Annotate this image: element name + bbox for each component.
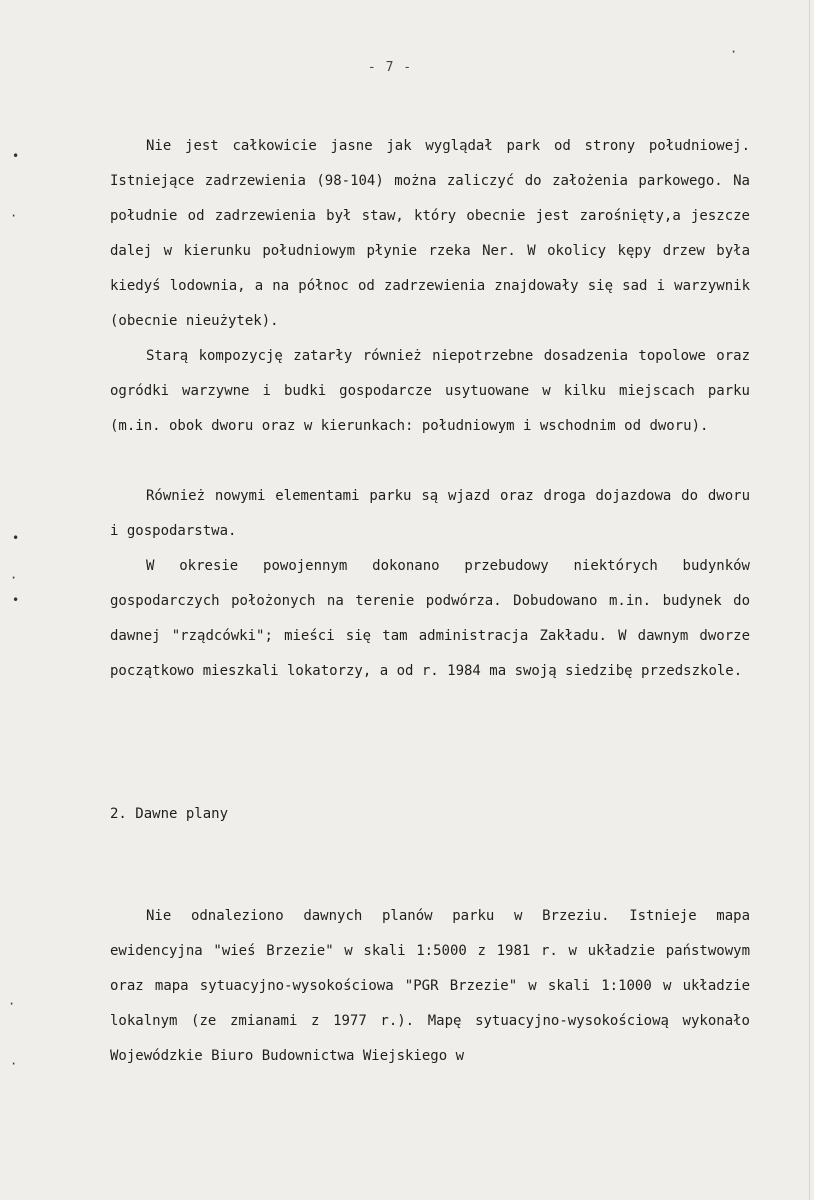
paragraph-park-south: Nie jest całkowicie jasne jak wyglądał park od strony południowej. Istniejące zadrzewienia (98-104) można zaliczyć do założenia parkowego. Na południe od zadrzewienia był staw, który obecnie jest zarośnięty,a jeszcze dalej w kierunku południowym płynie rzeka Ner. W okolicy kępy drzew była kiedyś lodownia, a na północ od zadrzewienia znajdowały się sad i warzywnik (obecnie nieużytek). <box>110 138 750 329</box>
paragraph-postwar: W okresie powojennym dokonano przebudowy niektórych budynków gospodarczych położonych na terenie podwórza. Dobudowano m.in. budynek do dawnej "rządcówki"; mieści się tam administracja Zakładu. W dawnym dworze początkowo mieszkali lokatorzy, a od r. 1984 ma swoją siedzibę przedszkole. <box>110 558 750 679</box>
paragraph-old-plans: Nie odnaleziono dawnych planów parku w Brzeziu. Istnieje mapa ewidencyjna "wieś Brzezie" w skali 1:5000 z 1981 r. w układzie państwowym oraz mapa sytuacyjno-wysokościowa "PGR Brzezie" w skali 1:1000 w układzie lokalnym (ze zmianami z 1977 r.). Mapę sytuacyjno-wysokościową wykonało Wojewódzkie Biuro Budownictwa Wiejskiego w <box>110 908 750 1064</box>
margin-dot-mark: · <box>10 571 18 585</box>
page-number: - 7 - <box>367 60 413 75</box>
margin-dot-mark: · <box>8 997 16 1011</box>
paragraph-new-elements: Również nowymi elementami parku są wjazd oraz droga dojazdowa do dworu i gospodarstwa. <box>110 488 750 539</box>
margin-dot-mark: · <box>730 45 738 59</box>
page-edge-line <box>809 0 810 1200</box>
margin-dot-mark: • <box>12 149 20 163</box>
margin-dot-mark: • <box>12 531 20 545</box>
section-heading: 2. Dawne plany <box>110 806 229 822</box>
paragraph-old-composition: Starą kompozycję zatarły również niepotrzebne dosadzenia topolowe oraz ogródki warzywne i budki gospodarcze usytuowane w kilku miejscach parku (m.in. obok dworu oraz w kierunkach: południowym i wschodnim od dworu). <box>110 348 750 434</box>
margin-dot-mark: • <box>12 593 20 607</box>
margin-dot-mark: · <box>10 1057 18 1071</box>
margin-dot-mark: · <box>10 209 18 223</box>
